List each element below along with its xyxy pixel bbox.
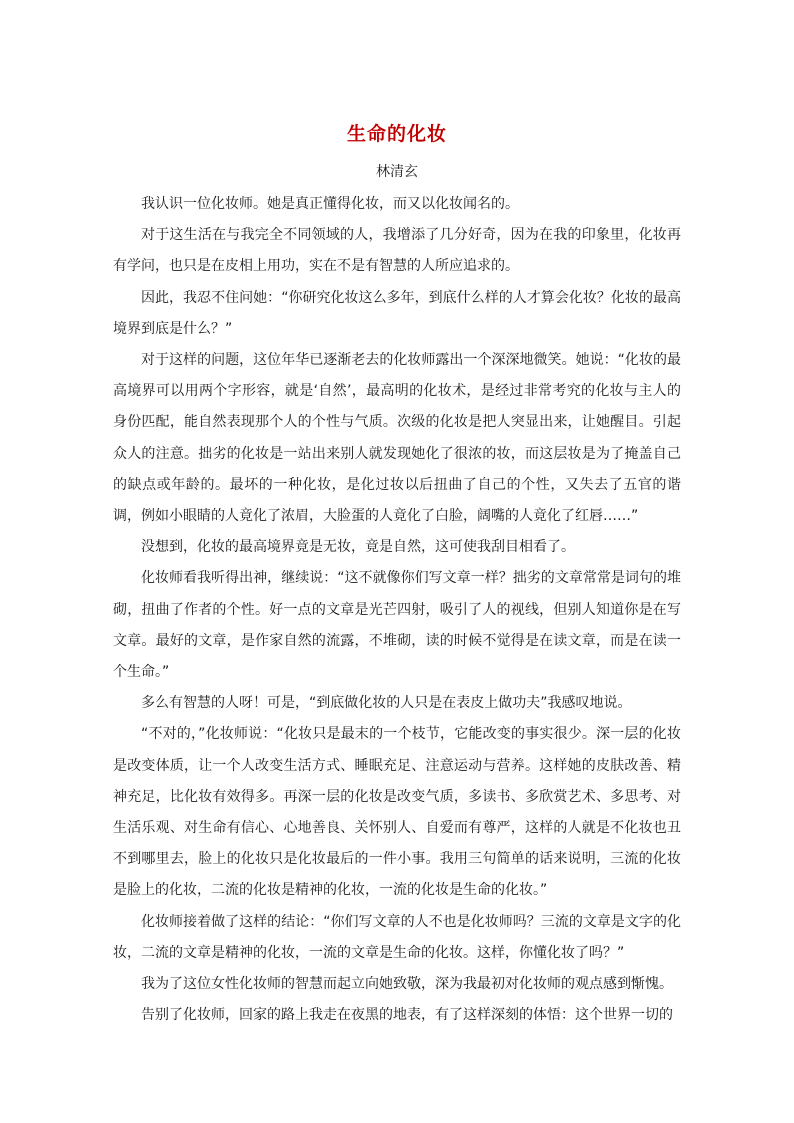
paragraph: 没想到，化妆的最高境界竟是无妆，竟是自然，这可使我刮目相看了。 <box>141 539 575 556</box>
document-page <box>113 118 681 1031</box>
paragraph: 告别了化妆师，回家的路上我走在夜黑的地表，有了这样深刻的体悟：这个世界一切的 <box>141 1007 673 1024</box>
author-name: 林清玄 <box>376 164 418 180</box>
paragraph: 多么有智慧的人呀！可是，“到底做化妆的人只是在表皮上做功夫”我感叹地说。 <box>141 695 632 712</box>
paragraph: “不对的，”化妆师说：“化妆只是最末的一个枝节，它能改变的事实很少。深一层的化妆是改变体质，让一个人改变生活方式、睡眠充足、注意运动与营养。这样她的皮肤改善、精神充足，比化妆有效得多。再深一层的化妆是改变气质，多读书、多欣赏艺术、多思考、对生活乐观、对生命有信心、心地善良、关怀别人、自爱而有尊严，这样的人就是不化妆也丑不到哪里去，脸上的化妆只是化妆最后的一件小事。我用三句简单的话来说明，三流的化妆是脸上的化妆，二流的化妆是精神的化妆，一流的化妆是生命的化妆。” <box>113 726 681 899</box>
body-text <box>113 189 681 1031</box>
paragraph: 我为了这位女性化妆师的智慧而起立向她致敬，深为我最初对化妆师的观点感到惭愧。 <box>141 976 673 993</box>
document-title: 生命的化妆 <box>346 123 447 145</box>
paragraph: 我认识一位化妆师。她是真正懂得化妆，而又以化妆闻名的。 <box>141 196 519 212</box>
paragraph: 化妆师看我听得出神，继续说：“这不就像你们写文章一样？拙劣的文章常常是词句的堆砌，扭曲了作者的个性。好一点的文章是光芒四射，吸引了人的视线，但别人知道你是在写文章。最好的文章，是作家自然的流露，不堆砌，读的时候不觉得是在读文章，而是在读一个生命。” <box>113 570 681 681</box>
paragraph: 化妆师接着做了这样的结论：“你们写文章的人不也是化妆师吗？三流的文章是文字的化妆，二流的文章是精神的化妆，一流的文章是生命的化妆。这样，你懂化妆了吗？” <box>113 913 681 961</box>
paragraph: 对于这样的问题，这位年华已逐渐老去的化妆师露出一个深深地微笑。她说：“化妆的最高境界可以用两个字形容，就是‘自然’，最高明的化妆术，是经过非常考究的化妆与主人的身份匹配，能自然表现那个人的个性与气质。次级的化妆是把人突显出来，让她醒目。引起众人的注意。拙劣的化妆是一站出来别人就发现她化了很浓的妆，而这层妆是为了掩盖自己的缺点或年龄的。最坏的一种化妆，是化过妆以后扭曲了自己的个性，又失去了五官的谐调，例如小眼睛的人竟化了浓眉，大脸蛋的人竟化了白脸，阔嘴的人竟化了红唇……” <box>113 352 681 525</box>
paragraph: 对于这生活在与我完全不同领域的人，我增添了几分好奇，因为在我的印象里，化妆再有学问，也只是在皮相上用功，实在不是有智慧的人所应追求的。 <box>113 227 681 275</box>
paragraph: 因此，我忍不住问她：“你研究化妆这么多年，到底什么样的人才算会化妆？化妆的最高境界到底是什么？” <box>113 289 681 337</box>
